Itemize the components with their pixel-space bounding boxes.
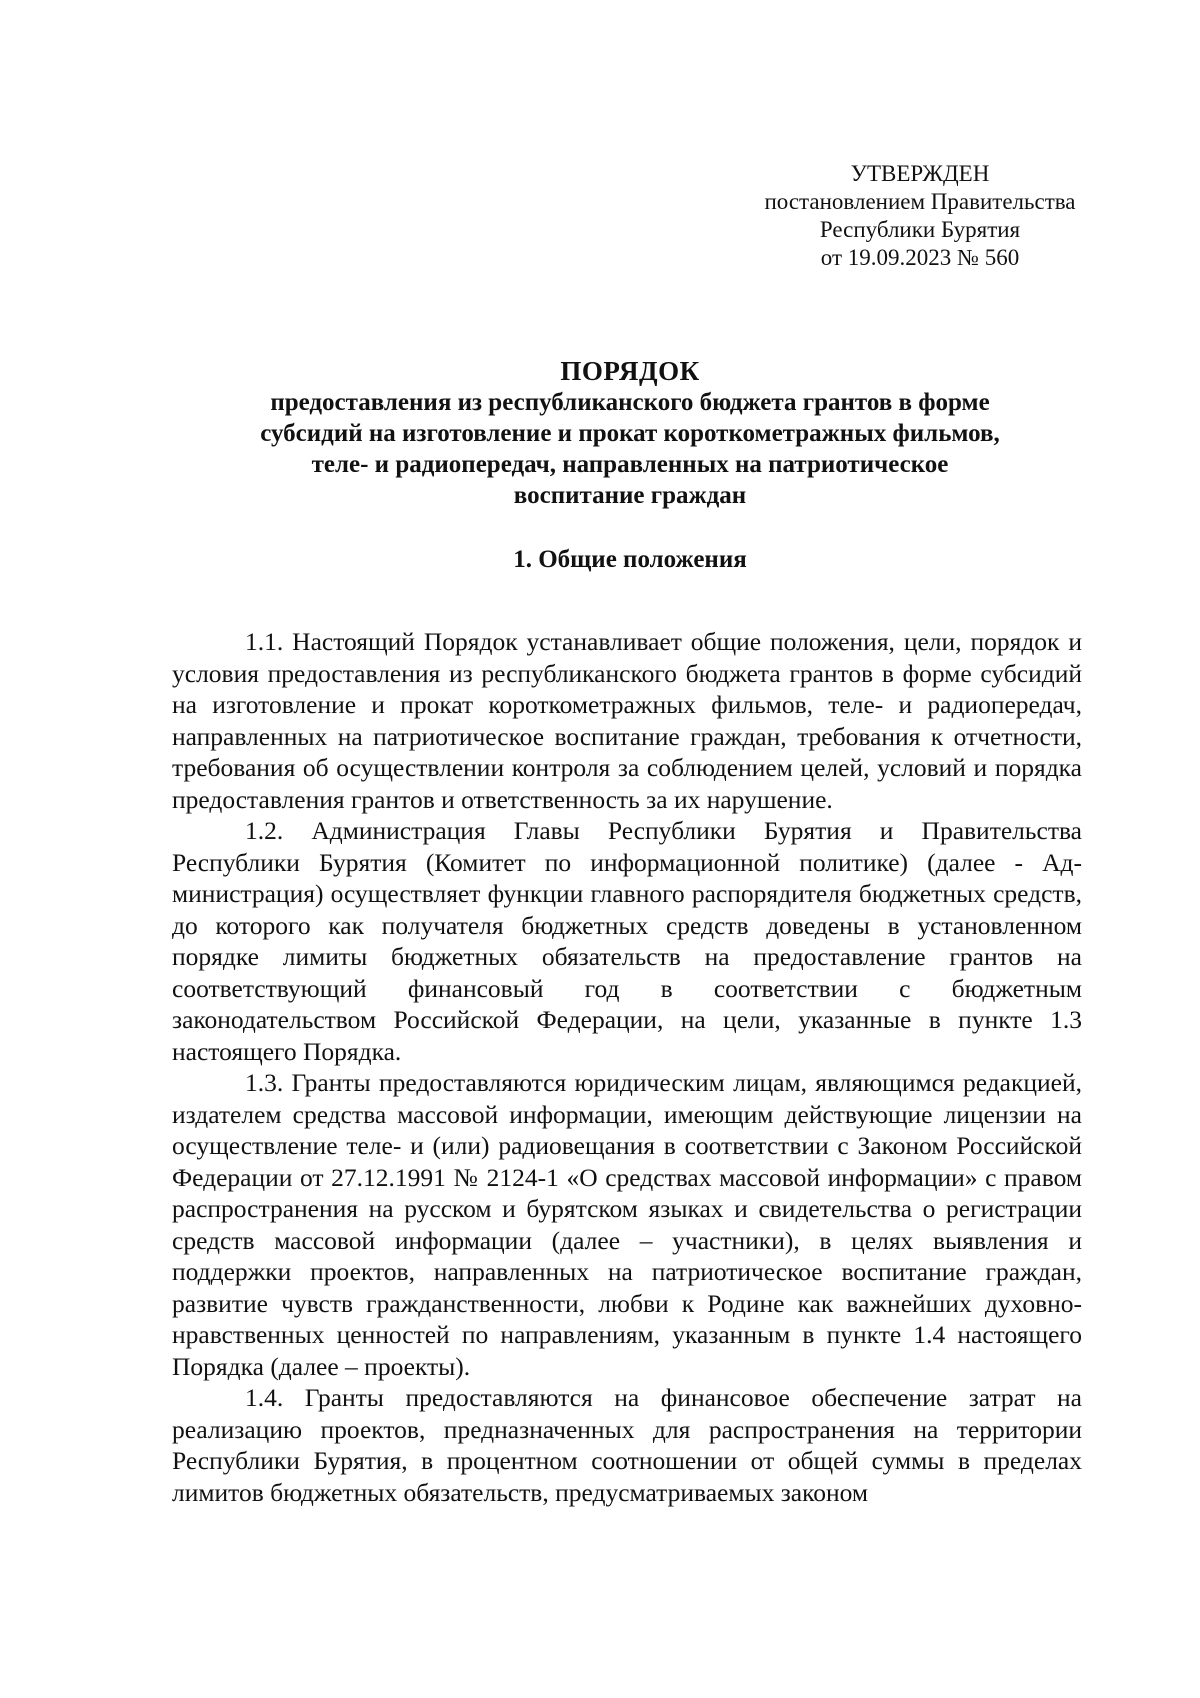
approval-date-number: от 19.09.2023 № 560 bbox=[820, 245, 1020, 270]
document-subtitle-line-3: теле- и радиопередач, направленных на патриотическое bbox=[311, 451, 949, 478]
paragraph-1-4: 1.4. Гранты предоставляются на финансовое обеспечение затрат на реализацию проектов, предназначенных для распространения на территории Республики Бурятия, в процентном соотношении от общей суммы в пределах лимитов бюджетных обязательств, предусматриваемых законом bbox=[172, 1383, 1082, 1507]
paragraph-1-1: 1.1. Настоящий Порядок устанавливает общие положения, цели, порядок и условия предоставления из республиканского бюджета грантов в форме субсидий на изготовление и прокат короткометражных фильмов, теле- и радиопередач, направленных на патриотическое воспитание граждан, требования к отчетности, требования об осуществлении контроля за соблюдением целей, условий и порядка предоставления грантов и ответственность за их нарушение. bbox=[172, 627, 1082, 814]
approval-stamp-block bbox=[740, 160, 1100, 272]
approval-status: УТВЕРЖДЕН bbox=[850, 161, 990, 186]
paragraph-1-2: 1.2. Администрация Главы Республики Бурятия и Правительства Республики Бурятия (Комитет по информационной политике) (далее - Администрация) осуществляет функции главного распорядителя бюджетных средств, до которого как получателя бюджетных средств доведены в установленном порядке лимиты бюджетных обязательств на предоставление грантов на соответствующий финансовый год в соответствии с бюджетным законодательством Российской Федерации, на цели, указанные в пункте 1.3 настоящего Порядка. bbox=[172, 816, 1082, 1066]
approval-region: Республики Бурятия bbox=[819, 217, 1021, 242]
document-subtitle-line-2: субсидий на изготовление и прокат короткометражных фильмов, bbox=[260, 420, 1000, 447]
document-subtitle-line-1: предоставления из республиканского бюджета грантов в форме bbox=[270, 389, 990, 416]
document-body bbox=[172, 626, 1082, 1508]
document-subtitle-line-4: воспитание граждан bbox=[513, 482, 747, 509]
paragraph-1-3: 1.3. Гранты предоставляются юридическим лицам, являющимся редакцией, издателем средства массовой информации, имеющим действующие лицензии на осуществление теле- и (или) радиовещания в соответствии с Законом Российской Федерации от 27.12.1991 № 2124-1 «О средствах массовой информации» с правом распространения на русском и бурятском языках и свидетельства о регистрации средств массовой информации (далее – участники), в целях выявления и поддержки проектов, направленных на патриотическое воспитание граждан, развитие чувств гражданственности, любви к Родине как важнейших духовно-нравственных ценностей по направлениям, указанным в пункте 1.4 настоящего Порядка (далее – проекты). bbox=[172, 1068, 1082, 1381]
approval-authority: постановлением Правительства bbox=[764, 189, 1076, 214]
section-heading: 1. Общие положения bbox=[513, 546, 747, 573]
document-title-block bbox=[150, 355, 1110, 511]
document-title: ПОРЯДОК bbox=[560, 356, 700, 386]
